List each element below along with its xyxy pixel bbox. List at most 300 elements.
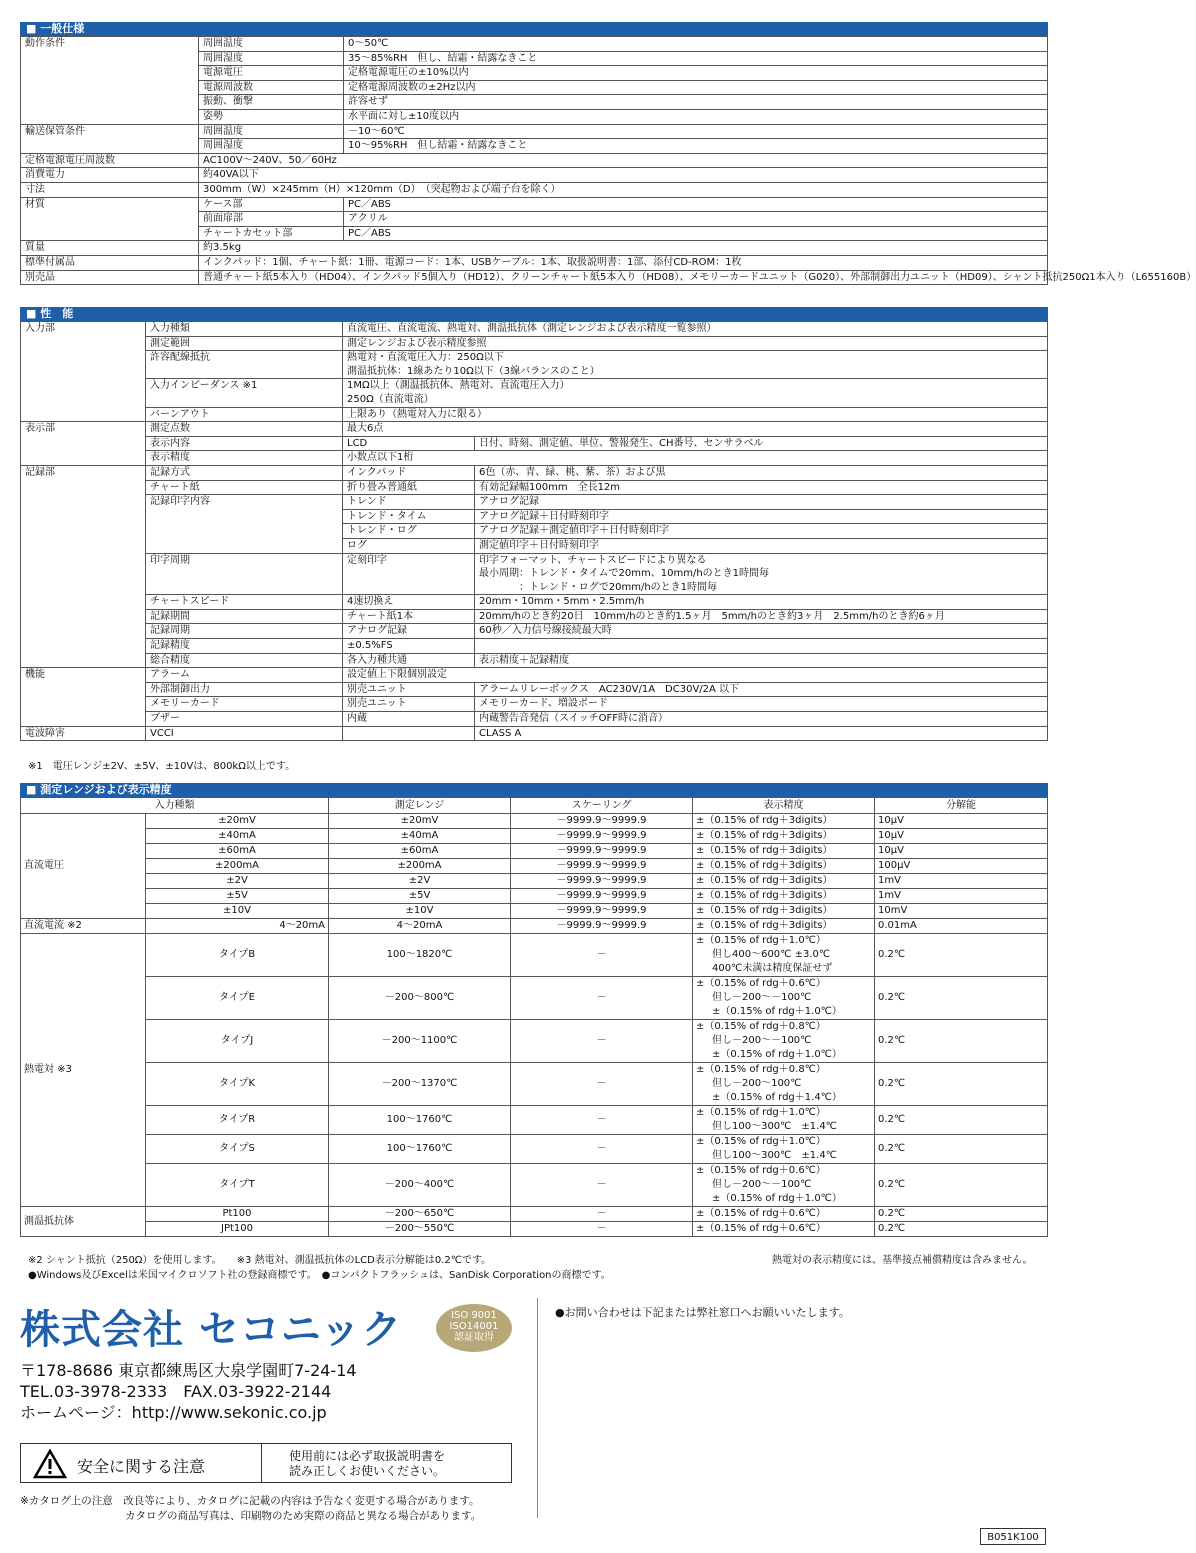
spec-cell: 別売品 — [21, 270, 199, 285]
spec-row — [21, 226, 1048, 241]
spec-cell: 定格電源周波数の±2Hz以内 — [344, 80, 1048, 95]
perf-cell: 記録期間 — [146, 609, 343, 624]
perf-row — [21, 524, 1048, 539]
spec-cell: AC100V～240V、50／60Hz — [199, 153, 1048, 168]
perf-row — [21, 365, 1048, 379]
range-cell: － — [511, 1207, 693, 1222]
spec-cell: 300mm（W）×245mm（H）×120mm（D） （突起物および端子台を除く） — [199, 182, 1048, 197]
perf-cell: 表示内容 — [146, 436, 343, 451]
perf-cell — [21, 451, 146, 466]
range-cell: 4～20mA — [329, 919, 511, 934]
range-cell: タイプT — [146, 1164, 329, 1207]
perf-row — [21, 726, 1048, 741]
spec-row — [21, 66, 1048, 81]
range-cell: － — [511, 977, 693, 1020]
perf-cell: 総合精度 — [146, 653, 343, 668]
perf-row — [21, 624, 1048, 639]
spec-cell: 消費電力 — [21, 168, 199, 183]
spec-cell — [21, 109, 199, 124]
spec-row — [21, 212, 1048, 227]
perf-cell: チャート紙1本 — [343, 609, 475, 624]
range-accuracy-cell — [693, 1020, 875, 1063]
perf-cell — [21, 639, 146, 654]
range-group-label: 直流電圧 — [21, 814, 146, 919]
range-row — [21, 889, 1048, 904]
perf-cell: 記録方式 — [146, 465, 343, 480]
range-cell: 100～1760℃ — [329, 1106, 511, 1135]
perf-cell — [21, 407, 146, 422]
range-cell: ±60mA — [329, 844, 511, 859]
range-cell: タイプR — [146, 1106, 329, 1135]
range-cell: ±2V — [146, 874, 329, 889]
range-cell: 1mV — [875, 889, 1048, 904]
range-cell: 100μV — [875, 859, 1048, 874]
perf-cell: アナログ記録 — [475, 495, 1048, 510]
range-row — [21, 934, 1048, 977]
perf-cell — [21, 393, 146, 407]
range-cell: ±（0.15% of rdg＋3digits） — [693, 919, 875, 934]
range-cell: ±（0.15% of rdg＋3digits） — [693, 904, 875, 919]
spec-cell: 寸法 — [21, 182, 199, 197]
range-cell: ±10V — [329, 904, 511, 919]
range-accuracy-cell — [693, 1135, 875, 1164]
perf-cell: 各入力種共通 — [343, 653, 475, 668]
spec-cell: 前面扉部 — [199, 212, 344, 227]
range-cell: － — [511, 1106, 693, 1135]
perf-cell: 最小周期：トレンド・タイムで20mm、10mm/hのとき1時間毎 — [475, 567, 1048, 581]
perf-cell: 記録精度 — [146, 639, 343, 654]
range-cell: ±（0.15% of rdg＋3digits） — [693, 829, 875, 844]
perf-row — [21, 567, 1048, 581]
range-cell: －9999.9～9999.9 — [511, 829, 693, 844]
spec-cell: PC／ABS — [344, 226, 1048, 241]
range-col-header: 入力種類 — [21, 798, 329, 814]
perf-row — [21, 668, 1048, 683]
range-cell: － — [511, 1020, 693, 1063]
perf-cell — [21, 351, 146, 365]
perf-cell — [21, 538, 146, 553]
range-note-right: 熱電対の表示精度には、基準接点補償精度は含みません。 — [772, 1255, 1033, 1266]
perf-cell: 表示精度 — [146, 451, 343, 466]
perf-cell: CLASS A — [475, 726, 1048, 741]
range-cell: －200～550℃ — [329, 1222, 511, 1237]
iso-line-3: 認証取得 — [454, 1332, 494, 1343]
accuracy-line: ±（0.15% of rdg＋1.0℃） — [712, 1006, 842, 1017]
perf-cell — [343, 581, 475, 595]
spec-cell: 周囲温度 — [199, 124, 344, 139]
spec-cell: 約40VA以下 — [199, 168, 1048, 183]
accuracy-line: 400℃未満は精度保証せず — [712, 963, 833, 974]
range-cell: － — [511, 934, 693, 977]
accuracy-line: ±（0.15% of rdg＋0.6℃） — [696, 1165, 826, 1176]
perf-row — [21, 436, 1048, 451]
range-cell: －9999.9～9999.9 — [511, 919, 693, 934]
accuracy-line: 但し－200～－100℃ — [712, 992, 812, 1003]
performance-section — [20, 307, 1048, 741]
range-cell: Pt100 — [146, 1207, 329, 1222]
perf-cell: 許容配線抵抗 — [146, 351, 343, 365]
range-cell: ±5V — [146, 889, 329, 904]
perf-cell: 熱電対・直流電圧入力：250Ω以下 — [343, 351, 1048, 365]
range-cell: タイプE — [146, 977, 329, 1020]
perf-cell: 測定値印字＋日付時刻印字 — [475, 538, 1048, 553]
range-cell: －9999.9～9999.9 — [511, 844, 693, 859]
perf-cell: 記録周期 — [146, 624, 343, 639]
perf-row — [21, 336, 1048, 351]
perf-cell — [21, 336, 146, 351]
company-address: 〒178-8686 東京都練馬区大泉学園町7-24-14 — [20, 1361, 357, 1380]
perf-cell: 内蔵 — [343, 712, 475, 727]
perf-row — [21, 480, 1048, 495]
range-cell: 0.2℃ — [875, 1135, 1048, 1164]
range-cell: 10mV — [875, 904, 1048, 919]
spec-cell: 定格電源電圧周波数 — [21, 153, 199, 168]
company-website[interactable]: ホームページ：http://www.sekonic.co.jp — [20, 1403, 327, 1422]
accuracy-line: 但し400～600℃ ±3.0℃ — [712, 949, 831, 960]
perf-row — [21, 639, 1048, 654]
range-row — [21, 814, 1048, 829]
range-cell: JPt100 — [146, 1222, 329, 1237]
spec-cell: 普通チャート紙5本入り（HD04）、インクパッド5個入り（HD12）、クリーンチャート紙5本入り（HD08）、メモリーカードユニット（G020）、外部制御出力ユニット（HD09）、シャント抵抗250Ω1本入り（L655160B） — [199, 270, 1048, 285]
perf-row — [21, 712, 1048, 727]
spec-cell — [21, 226, 199, 241]
perf-cell: 小数点以下1桁 — [343, 451, 1048, 466]
perf-cell: 入力部 — [21, 322, 146, 337]
spec-cell: 許容せず — [344, 95, 1048, 110]
spec-row — [21, 153, 1048, 168]
spec-cell: 材質 — [21, 197, 199, 212]
range-cell: ±2V — [329, 874, 511, 889]
perf-cell: 6色（赤、青、緑、桃、紫、茶）および黒 — [475, 465, 1048, 480]
range-col-header: 測定レンジ — [329, 798, 511, 814]
range-cell: ±20mV — [146, 814, 329, 829]
range-cell: 10μV — [875, 829, 1048, 844]
spec-cell: 周囲温度 — [199, 37, 344, 52]
range-cell: 0.2℃ — [875, 1222, 1048, 1237]
spec-row — [21, 109, 1048, 124]
perf-cell — [21, 624, 146, 639]
trademark-note: ●Windows及びExcelは米国マイクロソフト社の登録商標です。 ●コンパクトフラッシュは、SanDisk Corporationの商標です。 — [28, 1270, 611, 1281]
accuracy-line: 但し100～300℃ ±1.4℃ — [712, 1121, 837, 1132]
perf-cell: 内蔵警告音発信（スイッチOFF時に消音） — [475, 712, 1048, 727]
range-cell: 直流電流 ※2 — [21, 919, 146, 934]
safety-divider — [261, 1444, 262, 1482]
perf-cell — [21, 379, 146, 393]
perf-cell — [21, 495, 146, 510]
performance-table — [20, 321, 1048, 741]
accuracy-line: ±（0.15% of rdg＋0.6℃） — [696, 978, 826, 989]
range-accuracy-cell — [693, 934, 875, 977]
range-cell: 100～1820℃ — [329, 934, 511, 977]
spec-cell: －10～60℃ — [344, 124, 1048, 139]
perf-row — [21, 379, 1048, 393]
range-row — [21, 1063, 1048, 1106]
range-cell: 0.2℃ — [875, 977, 1048, 1020]
perf-cell — [21, 712, 146, 727]
perf-cell: 機能 — [21, 668, 146, 683]
perf-cell — [146, 393, 343, 407]
perf-cell: アナログ記録＋測定値印字＋日付時刻印字 — [475, 524, 1048, 539]
perf-cell: 250Ω（直流電流） — [343, 393, 1048, 407]
spec-cell: 0～50℃ — [344, 37, 1048, 52]
range-cell: －200～650℃ — [329, 1207, 511, 1222]
spec-cell: 輸送保管条件 — [21, 124, 199, 139]
spec-cell — [21, 139, 199, 154]
perf-row — [21, 595, 1048, 610]
perf-cell: メモリーカード、増設ボード — [475, 697, 1048, 712]
range-row — [21, 1135, 1048, 1164]
spec-cell: 動作条件 — [21, 37, 199, 52]
perf-cell — [146, 524, 343, 539]
accuracy-line: 但し100～300℃ ±1.4℃ — [712, 1150, 837, 1161]
range-cell: ±（0.15% of rdg＋3digits） — [693, 859, 875, 874]
perf-cell — [343, 726, 475, 741]
perf-cell — [343, 567, 475, 581]
perf-cell: 有効記録幅100mm 全長12m — [475, 480, 1048, 495]
perf-row — [21, 553, 1048, 567]
perf-cell: 直流電圧、直流電流、熱電対、測温抵抗体（測定レンジおよび表示精度一覧参照） — [343, 322, 1048, 337]
perf-cell — [21, 697, 146, 712]
range-accuracy-cell — [693, 1164, 875, 1207]
range-cell: ±10V — [146, 904, 329, 919]
perf-cell: 別売ユニット — [343, 682, 475, 697]
perf-row — [21, 451, 1048, 466]
safety-notice-box — [20, 1443, 512, 1483]
range-section — [20, 783, 1048, 1237]
performance-header: ■ 性 能 — [20, 307, 1048, 321]
range-cell: ±（0.15% of rdg＋0.6℃） — [693, 1222, 875, 1237]
range-row — [21, 844, 1048, 859]
range-cell: タイプB — [146, 934, 329, 977]
accuracy-line: 但し－200～100℃ — [712, 1078, 802, 1089]
perf-cell: 4速切換え — [343, 595, 475, 610]
perf-cell — [146, 509, 343, 524]
range-col-header: スケーリング — [511, 798, 693, 814]
range-cell: ±（0.15% of rdg＋3digits） — [693, 814, 875, 829]
range-cell: ±（0.15% of rdg＋3digits） — [693, 889, 875, 904]
perf-cell: 定刻印字 — [343, 553, 475, 567]
catalog-caution — [20, 1494, 481, 1524]
perf-cell: 折り畳み普通紙 — [343, 480, 475, 495]
perf-cell — [21, 509, 146, 524]
spec-row — [21, 95, 1048, 110]
perf-cell: 設定値上下限個別設定 — [343, 668, 1048, 683]
range-row — [21, 1106, 1048, 1135]
perf-cell: 表示精度＋記録精度 — [475, 653, 1048, 668]
perf-row — [21, 653, 1048, 668]
perf-cell: 1MΩ以上（測温抵抗体、熱電対、直流電圧入力） — [343, 379, 1048, 393]
accuracy-line: ±（0.15% of rdg＋1.0℃） — [696, 935, 826, 946]
caution-line-2: カタログの商品写真は、印刷物のため実際の商品と異なる場合があります。 — [20, 1510, 482, 1522]
perf-cell: アラームリレーボックス AC230V/1A DC30V/2A 以下 — [475, 682, 1048, 697]
spec-cell: 電源電圧 — [199, 66, 344, 81]
range-cell: タイプJ — [146, 1020, 329, 1063]
perf-row — [21, 697, 1048, 712]
accuracy-line: 但し－200～－100℃ — [712, 1035, 812, 1046]
perf-cell: 入力種類 — [146, 322, 343, 337]
spec-cell: 定格電源電圧の±10%以内 — [344, 66, 1048, 81]
perf-cell — [21, 595, 146, 610]
safety-message-line-1: 使用前には必ず取扱説明書を — [289, 1449, 446, 1463]
range-row — [21, 1164, 1048, 1207]
range-cell: － — [511, 1164, 693, 1207]
perf-cell: メモリーカード — [146, 697, 343, 712]
range-cell: ±60mA — [146, 844, 329, 859]
perf-cell: 上限あり（熱電対入力に限る） — [343, 407, 1048, 422]
range-cell: タイプK — [146, 1063, 329, 1106]
perf-cell: 20mm・10mm・5mm・2.5mm/h — [475, 595, 1048, 610]
range-row — [21, 977, 1048, 1020]
accuracy-line: ±（0.15% of rdg＋1.0℃） — [712, 1049, 842, 1060]
range-cell: 10μV — [875, 814, 1048, 829]
range-col-header: 表示精度 — [693, 798, 875, 814]
perf-row — [21, 351, 1048, 365]
perf-row — [21, 581, 1048, 595]
perf-cell: 記録印字内容 — [146, 495, 343, 510]
general-spec-section — [20, 22, 1196, 285]
perf-cell: ±0.5%FS — [343, 639, 475, 654]
spec-cell: 電源周波数 — [199, 80, 344, 95]
perf-cell — [21, 567, 146, 581]
range-cell: 1mV — [875, 874, 1048, 889]
spec-row — [21, 80, 1048, 95]
warning-icon — [33, 1449, 67, 1479]
spec-row — [21, 182, 1048, 197]
spec-cell: PC／ABS — [344, 197, 1048, 212]
perf-cell — [146, 567, 343, 581]
perf-cell: 電波障害 — [21, 726, 146, 741]
perf-cell: 入力インピーダンス ※1 — [146, 379, 343, 393]
range-cell: －9999.9～9999.9 — [511, 889, 693, 904]
perf-cell — [21, 581, 146, 595]
spec-row — [21, 168, 1048, 183]
spec-row — [21, 270, 1048, 285]
general-spec-header: ■ 一般仕様 — [20, 22, 1048, 36]
spec-row — [21, 241, 1048, 256]
accuracy-line: ±（0.15% of rdg＋1.0℃） — [696, 1136, 826, 1147]
safety-message-line-2: 読み正しくお使いください。 — [289, 1464, 446, 1478]
perf-cell — [475, 639, 1048, 654]
perf-cell: チャートスピード — [146, 595, 343, 610]
range-header-row — [21, 798, 1048, 814]
perf-cell: アラーム — [146, 668, 343, 683]
range-cell: －9999.9～9999.9 — [511, 904, 693, 919]
perf-cell: トレンド・タイム — [343, 509, 475, 524]
footer-divider — [537, 1298, 538, 1518]
iso-badge — [436, 1304, 512, 1352]
range-row — [21, 1222, 1048, 1237]
perf-row — [21, 465, 1048, 480]
iso-line-1: ISO 9001 — [451, 1310, 497, 1321]
range-row — [21, 874, 1048, 889]
perf-row — [21, 609, 1048, 624]
perf-row — [21, 407, 1048, 422]
spec-row — [21, 139, 1048, 154]
perf-cell: 測定レンジおよび表示精度参照 — [343, 336, 1048, 351]
range-row — [21, 859, 1048, 874]
spec-row — [21, 197, 1048, 212]
spec-cell — [21, 80, 199, 95]
spec-cell — [21, 66, 199, 81]
range-cell: ±20mV — [329, 814, 511, 829]
spec-cell: 標準付属品 — [21, 255, 199, 270]
spec-cell: 35～85%RH 但し、結霜・結露なきこと — [344, 51, 1048, 66]
catalog-code: B051K100 — [980, 1528, 1046, 1545]
range-cell: タイプS — [146, 1135, 329, 1164]
accuracy-line: ±（0.15% of rdg＋1.4℃） — [712, 1092, 842, 1103]
range-cell: － — [511, 1135, 693, 1164]
range-accuracy-cell — [693, 1063, 875, 1106]
perf-row — [21, 509, 1048, 524]
perf-cell: 表示部 — [21, 422, 146, 437]
range-note-1: ※2 シャント抵抗（250Ω）を使用します。 ※3 熱電対、測温抵抗体のLCD表示分解能は0.2℃です。 — [28, 1255, 492, 1266]
range-row — [21, 1207, 1048, 1222]
perf-cell: 測定点数 — [146, 422, 343, 437]
range-cell: ±（0.15% of rdg＋3digits） — [693, 874, 875, 889]
range-header: ■ 測定レンジおよび表示精度 — [20, 783, 1048, 797]
perf-cell: VCCI — [146, 726, 343, 741]
safety-title: 安全に関する注意 — [77, 1457, 206, 1476]
spec-cell: 水平面に対し±10度以内 — [344, 109, 1048, 124]
range-cell: － — [511, 1222, 693, 1237]
performance-note: ※1 電圧レンジ±2V、±5V、±10Vは、800kΩ以上です。 — [28, 761, 296, 772]
spec-cell: 周囲湿度 — [199, 139, 344, 154]
perf-cell: 60秒／入力信号線接続最大時 — [475, 624, 1048, 639]
range-cell: 0.2℃ — [875, 1207, 1048, 1222]
perf-cell — [21, 480, 146, 495]
perf-row — [21, 422, 1048, 437]
range-cell: －200～1370℃ — [329, 1063, 511, 1106]
perf-cell: トレンド・ログ — [343, 524, 475, 539]
spec-cell: 約3.5kg — [199, 241, 1048, 256]
range-cell: 4～20mA — [146, 919, 329, 934]
spec-row — [21, 255, 1048, 270]
perf-cell: インクパッド — [343, 465, 475, 480]
perf-cell: LCD — [343, 436, 475, 451]
accuracy-line: 但し－200～－100℃ — [712, 1179, 812, 1190]
company-logo: 株式会社 セコニック — [20, 1307, 403, 1353]
range-cell: 0.2℃ — [875, 934, 1048, 977]
range-cell: －9999.9～9999.9 — [511, 814, 693, 829]
perf-row — [21, 538, 1048, 553]
spec-cell — [21, 212, 199, 227]
range-cell: 0.2℃ — [875, 1063, 1048, 1106]
perf-cell — [21, 436, 146, 451]
spec-cell: 姿勢 — [199, 109, 344, 124]
spec-row — [21, 37, 1048, 52]
range-cell: 0.2℃ — [875, 1020, 1048, 1063]
perf-cell: 外部制御出力 — [146, 682, 343, 697]
range-col-header: 分解能 — [875, 798, 1048, 814]
perf-cell: 記録部 — [21, 465, 146, 480]
range-row — [21, 1020, 1048, 1063]
general-spec-table — [20, 36, 1196, 285]
perf-cell — [21, 553, 146, 567]
range-cell: 0.01mA — [875, 919, 1048, 934]
safety-message — [289, 1449, 445, 1479]
perf-cell: 別売ユニット — [343, 697, 475, 712]
range-cell: 0.2℃ — [875, 1164, 1048, 1207]
perf-cell — [146, 581, 343, 595]
spec-row — [21, 51, 1048, 66]
perf-row — [21, 393, 1048, 407]
range-cell: 10μV — [875, 844, 1048, 859]
range-row — [21, 919, 1048, 934]
spec-cell: 周囲湿度 — [199, 51, 344, 66]
perf-row — [21, 682, 1048, 697]
range-group-label: 測温抵抗体 — [21, 1207, 146, 1237]
inquiry-text: ●お問い合わせは下記または弊社窓口へお願いいたします。 — [555, 1306, 850, 1319]
